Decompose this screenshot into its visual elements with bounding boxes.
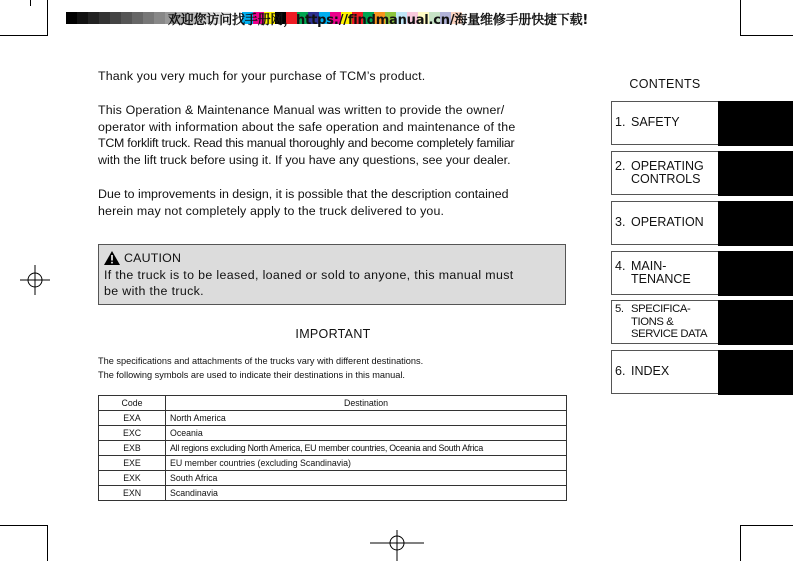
code-cell: EXK: [99, 471, 166, 486]
intro-purpose: [98, 102, 568, 168]
contents-title: CONTENTS: [629, 77, 701, 91]
code-cell: EXE: [99, 456, 166, 471]
caution-box: [98, 244, 566, 305]
thumb-index-block: [718, 101, 793, 146]
download-banner[interactable]: [168, 9, 628, 28]
code-cell: EXB: [99, 441, 166, 456]
tab-label: INDEX: [631, 364, 670, 379]
text-line: herein may not completely apply to the truck delivered to you.: [98, 203, 445, 218]
warning-icon: [104, 251, 120, 265]
caution-line: be with the truck.: [104, 284, 204, 298]
calibration-swatch: [132, 12, 143, 24]
tab-safety[interactable]: [611, 101, 719, 145]
crop-mark: [740, 0, 741, 36]
tab-label: TENANCE: [631, 272, 691, 286]
calibration-swatch: [99, 12, 110, 24]
tab-number: 6.: [615, 364, 626, 379]
text-line: Thank you very much for your purchase of TCM’s product.: [98, 69, 426, 83]
destination-cell: Scandinavia: [166, 486, 567, 501]
text-line: with the lift truck before using it. If you have any questions, see your dealer.: [98, 152, 511, 167]
text-line: Due to improvements in design, it is possible that the description contained: [98, 187, 509, 201]
intro-disclaimer: [98, 186, 568, 219]
code-cell: EXC: [99, 426, 166, 441]
crop-mark: [740, 35, 793, 36]
important-heading: IMPORTANT: [295, 327, 371, 341]
table-header-row: [99, 396, 567, 411]
tab-label: OPERATION: [631, 215, 704, 230]
caution-title: CAUTION: [124, 251, 182, 265]
thumb-index-block: [718, 300, 793, 345]
destination-cell: North America: [166, 411, 567, 426]
banner-suffix: /海量维修手册快捷下载!: [449, 13, 589, 28]
thumb-index-block: [718, 201, 793, 246]
code-cell: EXA: [99, 411, 166, 426]
tab-number: 2.: [615, 158, 626, 173]
calibration-swatch: [77, 12, 88, 24]
tab-operating-controls[interactable]: [611, 151, 719, 195]
destination-table: [98, 395, 567, 501]
destination-cell: South Africa: [166, 471, 567, 486]
thumb-index-block: [718, 350, 793, 395]
text-line: TCM forklift truck. Read this manual thoroughly and become completely familiar: [98, 136, 515, 150]
registration-mark-bottom: [370, 530, 424, 561]
crop-mark: [47, 525, 48, 561]
banner-prefix: 欢迎您访问找手册网，https://: [168, 13, 348, 28]
table-row: [99, 486, 567, 501]
column-header-destination: Destination: [166, 396, 567, 411]
crop-mark: [30, 0, 31, 6]
intro-thanks: [98, 68, 568, 85]
text-line: The specifications and attachments of the trucks vary with different destinations.: [98, 356, 424, 366]
destination-cell: All regions excluding North America, EU member countries, Oceania and South Africa: [166, 441, 567, 456]
table-row: [99, 411, 567, 426]
tab-number: 3.: [615, 215, 626, 230]
code-cell: EXN: [99, 486, 166, 501]
table-row: [99, 471, 567, 486]
banner-domain: findmanual.cn: [347, 13, 450, 28]
table-row: [99, 441, 567, 456]
calibration-swatch: [88, 12, 99, 24]
calibration-swatch: [66, 12, 77, 24]
crop-mark: [740, 525, 793, 526]
calibration-swatch: [154, 12, 165, 24]
caution-line: If the truck is to be leased, loaned or sold to anyone, this manual must: [104, 267, 514, 282]
caution-heading: [104, 250, 560, 267]
tab-specifications[interactable]: [611, 300, 719, 344]
table-row: [99, 456, 567, 471]
thumb-index-block: [718, 251, 793, 296]
tab-label: SPECIFICA-: [631, 303, 691, 315]
tab-maintenance[interactable]: [611, 251, 719, 295]
tab-number: 4.: [615, 258, 626, 273]
registration-mark-left: [20, 265, 50, 295]
crop-mark: [0, 525, 48, 526]
tab-number: 1.: [615, 115, 626, 130]
tab-label: SAFETY: [631, 115, 680, 130]
crop-mark: [740, 525, 741, 561]
destination-cell: Oceania: [166, 426, 567, 441]
tab-label: OPERATING: [631, 158, 704, 173]
tab-number: 5.: [615, 303, 624, 315]
crop-mark: [0, 35, 48, 36]
calibration-swatch: [110, 12, 121, 24]
tab-label: SERVICE DATA: [631, 328, 708, 340]
calibration-swatch: [121, 12, 132, 24]
tab-label: CONTROLS: [631, 172, 701, 186]
tab-label: MAIN-: [631, 258, 667, 273]
calibration-swatch: [143, 12, 154, 24]
crop-mark: [47, 0, 48, 36]
tab-index[interactable]: [611, 350, 719, 394]
text-line: operator with information about the safe operation and maintenance of the: [98, 119, 516, 134]
column-header-code: Code: [99, 396, 166, 411]
tab-operation[interactable]: [611, 201, 719, 245]
destination-cell: EU member countries (excluding Scandinavia): [166, 456, 567, 471]
thumb-index-block: [718, 151, 793, 196]
text-line: This Operation & Maintenance Manual was written to provide the owner/: [98, 103, 505, 117]
tab-label: TIONS &: [631, 315, 674, 328]
important-text: [98, 354, 568, 382]
text-line: The following symbols are used to indicate their destinations in this manual.: [98, 370, 405, 380]
table-row: [99, 426, 567, 441]
